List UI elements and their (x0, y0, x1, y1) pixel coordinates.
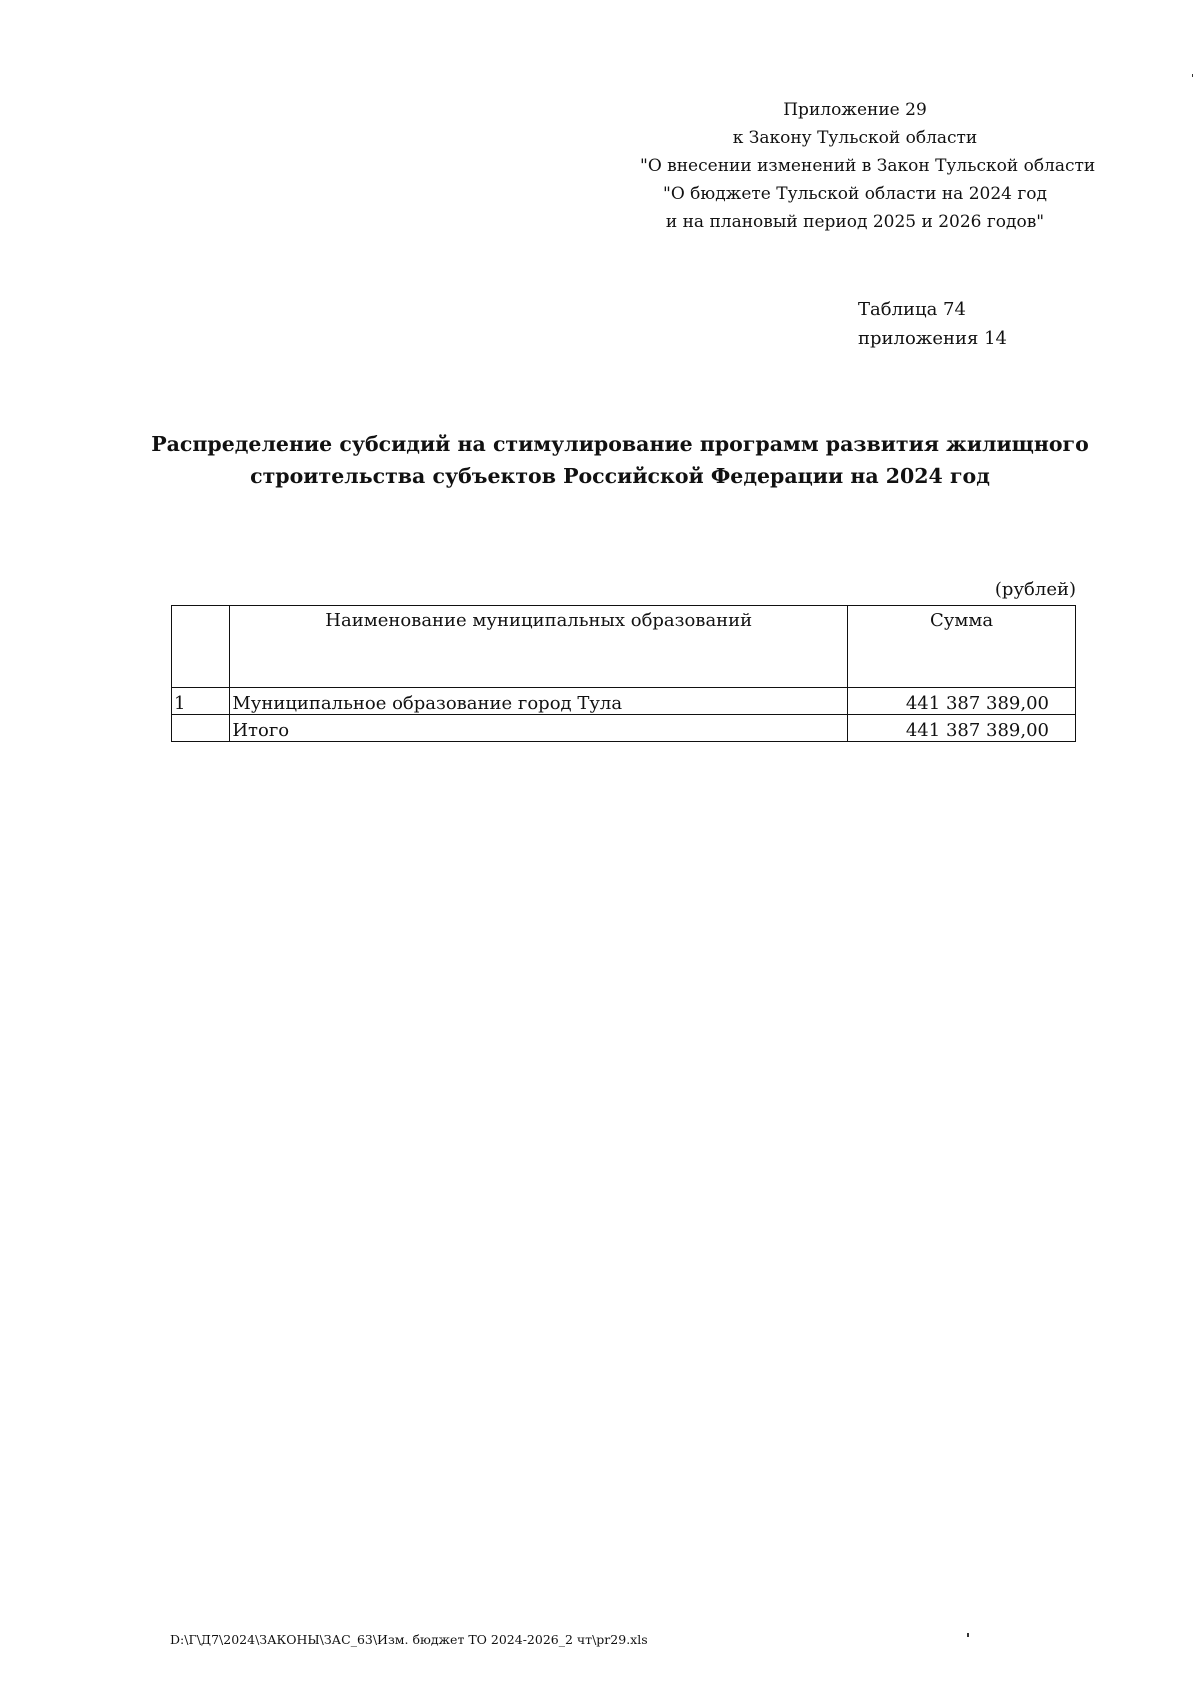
total-num (172, 715, 230, 742)
total-name: Итого (230, 715, 848, 742)
title-line-1: Распределение субсидий на стимулирование программ развития жилищного (151, 432, 1089, 456)
scan-mark (967, 1633, 969, 1637)
table-ref-line-2: приложения 14 (858, 328, 1007, 349)
annex-line-5: и на плановый период 2025 и 2026 годов" (665, 212, 1045, 232)
header-name: Наименование муниципальных образований (230, 606, 848, 688)
table-total-row (172, 715, 1076, 742)
document-title (130, 428, 1110, 492)
annex-line-4: "О бюджете Тульской области на 2024 год (663, 184, 1047, 204)
annex-line-3: "О внесении изменений в Закон Тульской области (640, 156, 1096, 176)
table-reference (858, 295, 1007, 353)
annex-line-2: к Закону Тульской области (732, 128, 978, 148)
row-num: 1 (172, 688, 230, 715)
total-sum: 441 387 389,00 (848, 715, 1076, 742)
annex-header (640, 96, 1096, 236)
annex-line-1: Приложение 29 (783, 100, 927, 120)
file-path-footer: D:\Г\Д7\2024\ЗАКОНЫ\ЗАС_63\Изм. бюджет ТО 2024-2026_2 чт\pr29.xls (170, 1632, 648, 1647)
scan-mark (1192, 74, 1193, 77)
title-line-2: строительства субъектов Российской Федерации на 2024 год (250, 464, 990, 488)
header-sum: Сумма (848, 606, 1076, 688)
unit-label: (рублей) (994, 579, 1076, 600)
header-num (172, 606, 230, 688)
row-sum: 441 387 389,00 (848, 688, 1076, 715)
row-name: Муниципальное образование город Тула (230, 688, 848, 715)
table-header-row (172, 606, 1076, 688)
table-ref-line-1: Таблица 74 (858, 299, 966, 320)
distribution-table (171, 605, 1076, 742)
table-row (172, 688, 1076, 715)
